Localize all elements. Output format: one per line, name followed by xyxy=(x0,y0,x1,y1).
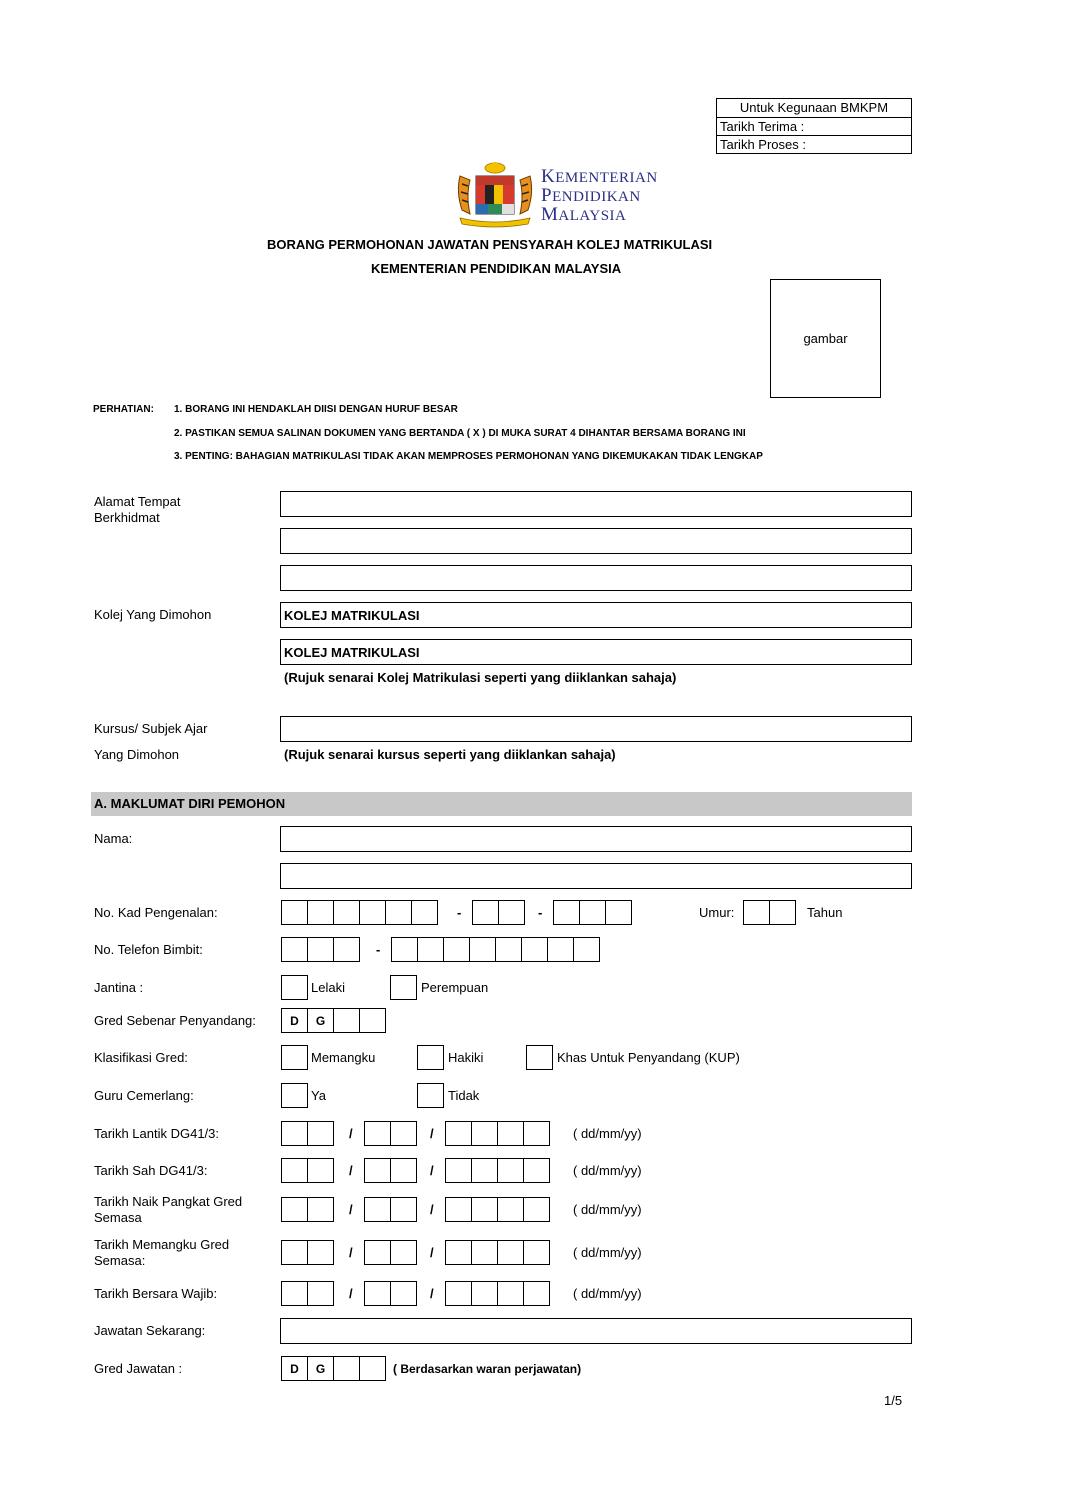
post-grade-note: ( Berdasarkan waran perjawatan) xyxy=(393,1362,582,1376)
ic-cell[interactable] xyxy=(359,900,386,925)
date-cell[interactable] xyxy=(523,1281,550,1306)
grade-field[interactable] xyxy=(281,1008,386,1033)
class-kup-label: Khas Untuk Penyandang (KUP) xyxy=(557,1050,740,1065)
date-bersara-month[interactable] xyxy=(364,1281,417,1306)
ic-cell[interactable] xyxy=(498,900,525,925)
date-format-hint: ( dd/mm/yy) xyxy=(573,1163,642,1178)
ic-cell[interactable] xyxy=(333,900,360,925)
phone-cell[interactable] xyxy=(333,937,360,962)
date-cell[interactable] xyxy=(390,1158,417,1183)
date-cell[interactable] xyxy=(523,1197,550,1222)
ic-part-3[interactable] xyxy=(553,900,632,925)
page-number: 1/5 xyxy=(884,1393,903,1408)
date-slash: / xyxy=(349,1286,353,1301)
phone-cell[interactable] xyxy=(547,937,574,962)
ministry-logo-text: KEMENTERIAN PENDIDIKAN MALAYSIA xyxy=(541,166,658,225)
date-slash: / xyxy=(349,1202,353,1217)
photo-label: gambar xyxy=(803,331,848,346)
date-memangku-day[interactable] xyxy=(281,1240,334,1265)
date-cell[interactable] xyxy=(445,1240,472,1265)
date-slash: / xyxy=(430,1202,434,1217)
guru-label: Guru Cemerlang: xyxy=(94,1088,194,1103)
date-sah-label: Tarikh Sah DG41/3: xyxy=(94,1163,208,1178)
age-label: Umur: xyxy=(699,905,735,920)
ic-part-1[interactable] xyxy=(281,900,438,925)
college-value-2: KOLEJ MATRIKULASI xyxy=(284,645,420,660)
date-cell[interactable] xyxy=(307,1197,334,1222)
date-cell[interactable] xyxy=(445,1121,472,1146)
college-value-1: KOLEJ MATRIKULASI xyxy=(284,608,420,623)
date-slash: / xyxy=(430,1163,434,1178)
gender-female-label: Perempuan xyxy=(421,980,489,995)
admin-received-date[interactable]: Tarikh Terima : xyxy=(717,117,911,135)
date-memangku-month[interactable] xyxy=(364,1240,417,1265)
grade-label: Gred Sebenar Penyandang: xyxy=(94,1013,256,1028)
gender-male-label: Lelaki xyxy=(311,980,345,995)
date-cell[interactable] xyxy=(471,1281,498,1306)
post-grade-cell[interactable] xyxy=(333,1356,360,1381)
age-cell[interactable] xyxy=(743,900,770,925)
gender-label: Jantina : xyxy=(94,980,144,995)
date-naik-label-1: Tarikh Naik Pangkat Gred xyxy=(94,1194,243,1209)
ic-cell[interactable] xyxy=(605,900,632,925)
name-field-2[interactable] xyxy=(280,863,912,889)
ic-cell[interactable] xyxy=(411,900,438,925)
date-memangku-year[interactable] xyxy=(445,1240,550,1265)
date-lantik-month[interactable] xyxy=(364,1121,417,1146)
post-grade-cell-g: G xyxy=(307,1356,334,1381)
date-sah-year[interactable] xyxy=(445,1158,550,1183)
date-cell[interactable] xyxy=(364,1281,391,1306)
ic-dash-1: - xyxy=(457,905,462,920)
date-naik-label-2: Semasa xyxy=(94,1210,142,1225)
date-format-hint: ( dd/mm/yy) xyxy=(573,1286,642,1301)
date-cell[interactable] xyxy=(523,1158,550,1183)
date-cell[interactable] xyxy=(390,1121,417,1146)
form-title: BORANG PERMOHONAN JAWATAN PENSYARAH KOLEJ MATRIKULASI xyxy=(267,237,713,252)
date-cell[interactable] xyxy=(497,1281,524,1306)
date-cell[interactable] xyxy=(497,1121,524,1146)
post-grade-label: Gred Jawatan : xyxy=(94,1361,183,1376)
guru-no-checkbox[interactable] xyxy=(417,1083,444,1108)
age-field[interactable] xyxy=(743,900,796,925)
admin-box-title: Untuk Kegunaan BMKPM xyxy=(739,100,889,115)
ic-cell[interactable] xyxy=(307,900,334,925)
section-a-title: A. MAKLUMAT DIRI PEMOHON xyxy=(94,796,286,811)
ministry-crest-icon xyxy=(452,162,538,230)
grade-cell-g: G xyxy=(307,1008,334,1033)
gender-male-checkbox[interactable] xyxy=(281,975,308,1000)
course-note: (Rujuk senarai kursus seperti yang diiklankan sahaja) xyxy=(284,747,616,762)
address-line-3[interactable] xyxy=(280,565,912,591)
admin-processed-date[interactable]: Tarikh Proses : xyxy=(717,135,911,153)
date-slash: / xyxy=(349,1126,353,1141)
guru-yes-label: Ya xyxy=(311,1088,326,1103)
date-cell[interactable] xyxy=(364,1121,391,1146)
phone-cell[interactable] xyxy=(495,937,522,962)
phone-cell[interactable] xyxy=(521,937,548,962)
date-format-hint: ( dd/mm/yy) xyxy=(573,1245,642,1260)
date-cell[interactable] xyxy=(364,1240,391,1265)
phone-cell[interactable] xyxy=(417,937,444,962)
date-cell[interactable] xyxy=(390,1281,417,1306)
grade-cell-d: D xyxy=(281,1008,308,1033)
date-sah-month[interactable] xyxy=(364,1158,417,1183)
ic-cell[interactable] xyxy=(579,900,606,925)
classification-label: Klasifikasi Gred: xyxy=(94,1050,188,1065)
date-cell[interactable] xyxy=(497,1197,524,1222)
class-memangku-checkbox[interactable] xyxy=(281,1045,308,1070)
date-memangku-label-2: Semasa: xyxy=(94,1253,146,1268)
date-bersara-day[interactable] xyxy=(281,1281,334,1306)
age-unit: Tahun xyxy=(807,905,843,920)
section-a-header xyxy=(91,792,912,816)
ic-part-2[interactable] xyxy=(472,900,525,925)
class-kup-checkbox[interactable] xyxy=(526,1045,553,1070)
class-memangku-label: Memangku xyxy=(311,1050,376,1065)
phone-cell[interactable] xyxy=(573,937,600,962)
date-format-hint: ( dd/mm/yy) xyxy=(573,1202,642,1217)
college-field-2[interactable] xyxy=(280,639,912,665)
gender-female-checkbox[interactable] xyxy=(390,975,417,1000)
grade-cell[interactable] xyxy=(359,1008,386,1033)
ic-cell[interactable] xyxy=(281,900,308,925)
date-slash: / xyxy=(349,1163,353,1178)
admin-use-box xyxy=(716,98,912,154)
date-cell[interactable] xyxy=(390,1240,417,1265)
date-cell[interactable] xyxy=(471,1240,498,1265)
college-label: Kolej Yang Dimohon xyxy=(94,607,212,622)
date-cell[interactable] xyxy=(445,1281,472,1306)
phone-cell[interactable] xyxy=(307,937,334,962)
phone-cell[interactable] xyxy=(469,937,496,962)
date-naik-month[interactable] xyxy=(364,1197,417,1222)
name-label: Nama: xyxy=(94,831,133,846)
phone-label: No. Telefon Bimbit: xyxy=(94,942,203,957)
date-cell[interactable] xyxy=(281,1158,308,1183)
phone-number[interactable] xyxy=(391,937,600,962)
date-cell[interactable] xyxy=(471,1121,498,1146)
ic-cell[interactable] xyxy=(385,900,412,925)
date-cell[interactable] xyxy=(471,1158,498,1183)
phone-cell[interactable] xyxy=(281,937,308,962)
date-cell[interactable] xyxy=(497,1240,524,1265)
post-grade-cell[interactable] xyxy=(359,1356,386,1381)
date-lantik-label: Tarikh Lantik DG41/3: xyxy=(94,1126,220,1141)
notice-label: PERHATIAN: xyxy=(93,404,154,415)
guru-no-label: Tidak xyxy=(448,1088,480,1103)
date-cell[interactable] xyxy=(307,1158,334,1183)
age-cell[interactable] xyxy=(769,900,796,925)
date-slash: / xyxy=(430,1126,434,1141)
date-sah-day[interactable] xyxy=(281,1158,334,1183)
date-cell[interactable] xyxy=(281,1281,308,1306)
notice-item-1: 1. BORANG INI HENDAKLAH DIISI DENGAN HURUF BESAR xyxy=(174,404,458,415)
date-bersara-label: Tarikh Bersara Wajib: xyxy=(94,1286,218,1301)
ic-cell[interactable] xyxy=(553,900,580,925)
phone-prefix[interactable] xyxy=(281,937,360,962)
post-grade-cell-d: D xyxy=(281,1356,308,1381)
address-line-2[interactable] xyxy=(280,528,912,554)
college-field-1[interactable] xyxy=(280,602,912,628)
notice-item-3: 3. PENTING: BAHAGIAN MATRIKULASI TIDAK AKAN MEMPROSES PERMOHONAN YANG DIKEMUKAKAN TIDAK LENGKAP xyxy=(174,451,763,462)
post-grade-field[interactable] xyxy=(281,1356,386,1381)
date-cell[interactable] xyxy=(281,1121,308,1146)
date-cell[interactable] xyxy=(445,1197,472,1222)
grade-cell[interactable] xyxy=(333,1008,360,1033)
date-slash: / xyxy=(349,1245,353,1260)
phone-cell[interactable] xyxy=(391,937,418,962)
date-cell[interactable] xyxy=(307,1281,334,1306)
phone-cell[interactable] xyxy=(443,937,470,962)
date-cell[interactable] xyxy=(307,1240,334,1265)
notice-item-2: 2. PASTIKAN SEMUA SALINAN DOKUMEN YANG BERTANDA ( X ) DI MUKA SURAT 4 DIHANTAR BERSAMA BORANG INI xyxy=(174,428,746,439)
class-hakiki-label: Hakiki xyxy=(448,1050,484,1065)
date-cell[interactable] xyxy=(445,1158,472,1183)
date-cell[interactable] xyxy=(471,1197,498,1222)
photo-box[interactable] xyxy=(770,279,881,398)
date-slash: / xyxy=(430,1245,434,1260)
form-subtitle: KEMENTERIAN PENDIDIKAN MALAYSIA xyxy=(371,261,622,276)
date-lantik-year[interactable] xyxy=(445,1121,550,1146)
address-label-2: Berkhidmat xyxy=(94,510,160,525)
ic-label: No. Kad Pengenalan: xyxy=(94,905,218,920)
date-cell[interactable] xyxy=(307,1121,334,1146)
date-cell[interactable] xyxy=(523,1121,550,1146)
date-cell[interactable] xyxy=(390,1197,417,1222)
date-format-hint: ( dd/mm/yy) xyxy=(573,1126,642,1141)
date-cell[interactable] xyxy=(281,1240,308,1265)
address-line-1[interactable] xyxy=(280,491,912,517)
date-slash: / xyxy=(430,1286,434,1301)
address-label-1: Alamat Tempat xyxy=(94,494,181,509)
phone-dash: - xyxy=(376,942,381,957)
date-bersara-year[interactable] xyxy=(445,1281,550,1306)
course-label-1: Kursus/ Subjek Ajar xyxy=(94,721,208,736)
class-hakiki-checkbox[interactable] xyxy=(417,1045,444,1070)
date-memangku-label-1: Tarikh Memangku Gred xyxy=(94,1237,230,1252)
date-cell[interactable] xyxy=(281,1197,308,1222)
date-cell[interactable] xyxy=(497,1158,524,1183)
date-cell[interactable] xyxy=(364,1197,391,1222)
date-lantik-day[interactable] xyxy=(281,1121,334,1146)
ic-cell[interactable] xyxy=(472,900,499,925)
ic-dash-2: - xyxy=(538,905,543,920)
course-label-2: Yang Dimohon xyxy=(94,747,180,762)
date-cell[interactable] xyxy=(364,1158,391,1183)
date-naik-day[interactable] xyxy=(281,1197,334,1222)
name-field-1[interactable] xyxy=(280,826,912,852)
guru-yes-checkbox[interactable] xyxy=(281,1083,308,1108)
date-cell[interactable] xyxy=(523,1240,550,1265)
current-post-label: Jawatan Sekarang: xyxy=(94,1323,206,1338)
date-naik-year[interactable] xyxy=(445,1197,550,1222)
college-note: (Rujuk senarai Kolej Matrikulasi seperti yang diiklankan sahaja) xyxy=(284,670,677,685)
course-field[interactable] xyxy=(280,716,912,742)
current-post-field[interactable] xyxy=(280,1318,912,1344)
